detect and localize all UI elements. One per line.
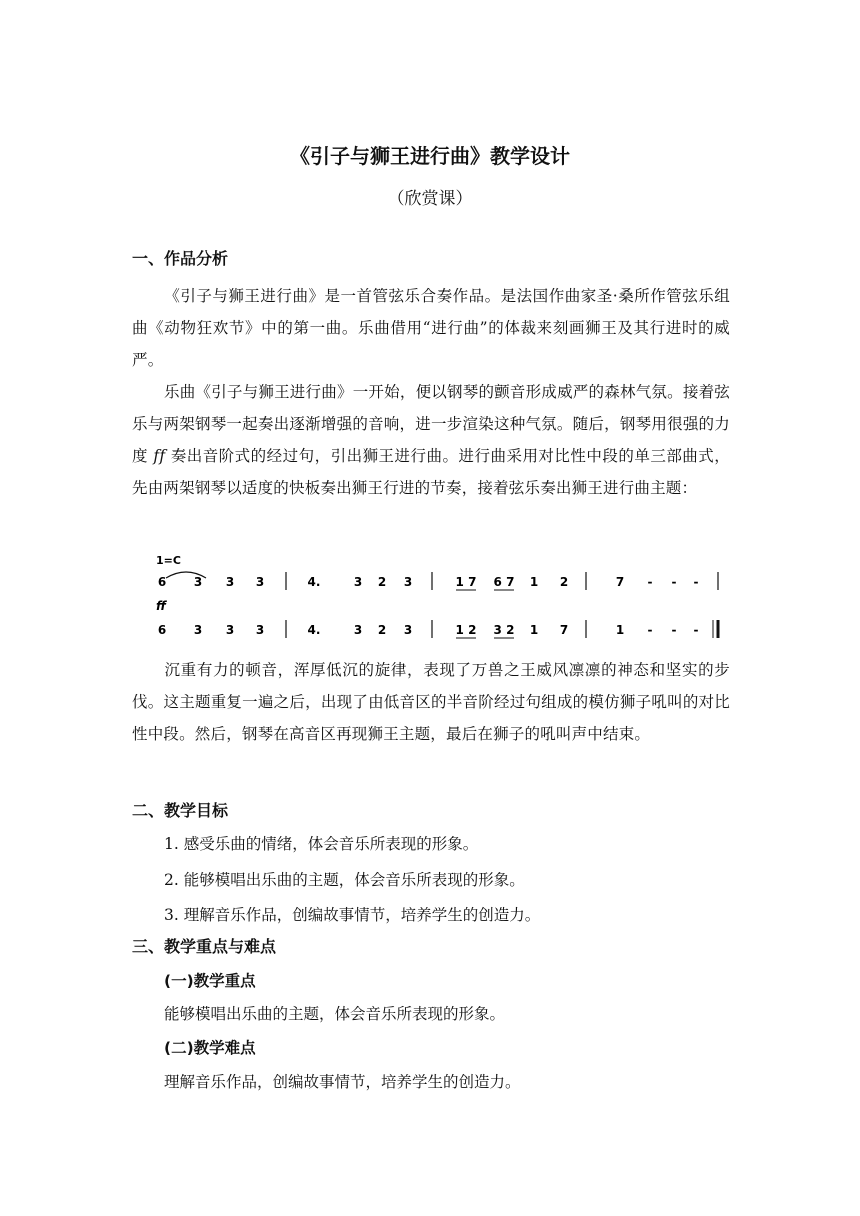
notation-key: 1=C [156,554,181,567]
paragraph-theme [132,654,730,750]
dynamic-mark-ff: ff [153,447,166,465]
row2-note: 1 2 [455,623,477,637]
row1-note: 6 [157,575,167,589]
row2-note: 3 [353,623,363,637]
row1-note: 3 [225,575,235,589]
row2-note: 1 [615,623,625,637]
row2-note: 4. [307,623,321,637]
row2-note: 2 [377,623,387,637]
row1-note: 4. [307,575,321,589]
section-heading-goals: 二、教学目标 [132,801,229,820]
subheading-key-point: (一)教学重点 [164,972,256,990]
row2-note: 7 [559,623,569,637]
row1-note: - [693,575,699,589]
paragraph-structure [132,376,730,504]
row2-note: 3 [255,623,265,637]
document-title: 《引子与狮王进行曲》教学设计 [290,144,570,168]
section-heading-keypoints: 三、教学重点与难点 [132,937,277,956]
paragraph-intro-text: 《引子与狮王进行曲》是一首管弦乐合奏作品。是法国作曲家圣·桑所作管弦乐组曲《动物狂欢节》中的第一曲。乐曲借用“进行曲”的体裁来刻画狮王及其行进时的威严。 [132,287,730,369]
row1-note: 6 7 [493,575,515,589]
row2-note: 3 [403,623,413,637]
row2-note: 6 [157,623,167,637]
row2-note: 1 [529,623,539,637]
row1-note: 3 [193,575,203,589]
paragraph-intro [132,280,730,376]
row2-note: - [693,623,699,637]
notation-dynamic-ff: ff [156,599,166,613]
section-heading-analysis: 一、作品分析 [132,249,229,268]
row2-note: - [671,623,677,637]
subheading-difficulty: (二)教学难点 [164,1039,256,1057]
difficulty-text: 理解音乐作品，创编故事情节，培养学生的创造力。 [164,1073,521,1091]
notation-row-1 [158,572,718,590]
goal-item-2: 2. 能够模唱出乐曲的主题，体会音乐所表现的形象。 [164,871,525,889]
row1-note: - [671,575,677,589]
document-subtitle: （欣赏课） [387,189,473,209]
music-notation [134,548,734,648]
notation-row-2 [158,620,718,638]
paragraph-structure-text-a: 乐曲《引子与狮王进行曲》一开始，便以钢琴的颤音形成威严的森林气氛。接着弦乐与两架钢琴一起奏出逐渐增强的音响，进一步渲染这种气氛。随后，钢琴用很强的力度 [132,383,730,465]
row1-note: 1 [529,575,539,589]
row1-note: 2 [559,575,569,589]
paragraph-theme-text: 沉重有力的顿音，浑厚低沉的旋律，表现了万兽之王威风凛凛的神态和坚实的步伐。这主题重复一遍之后，出现了由低音区的半音阶经过句组成的模仿狮子吼叫的对比性中段。然后，钢琴在高音区再现狮王主题，最后在狮子的吼叫声中结束。 [132,661,730,743]
row1-note: 3 [255,575,265,589]
goal-item-1: 1. 感受乐曲的情绪，体会音乐所表现的形象。 [164,835,479,853]
row1-note: - [647,575,653,589]
row2-note: 3 [193,623,203,637]
row2-note: 3 [225,623,235,637]
row1-note: 3 [403,575,413,589]
goal-item-3: 3. 理解音乐作品，创编故事情节，培养学生的创造力。 [164,906,541,924]
row1-note: 2 [377,575,387,589]
key-point-text: 能够模唱出乐曲的主题，体会音乐所表现的形象。 [164,1005,506,1023]
row1-note: 1 7 [455,575,477,589]
paragraph-structure-text-b: 奏出音阶式的经过句，引出狮王进行曲。进行曲采用对比性中段的单三部曲式，先由两架钢琴以适度的快板奏出狮王行进的节奏，接着弦乐奏出狮王进行曲主题： [132,447,730,497]
row1-note: 3 [353,575,363,589]
row1-note: 7 [615,575,625,589]
row2-note: - [647,623,653,637]
row2-note: 3 2 [493,623,515,637]
